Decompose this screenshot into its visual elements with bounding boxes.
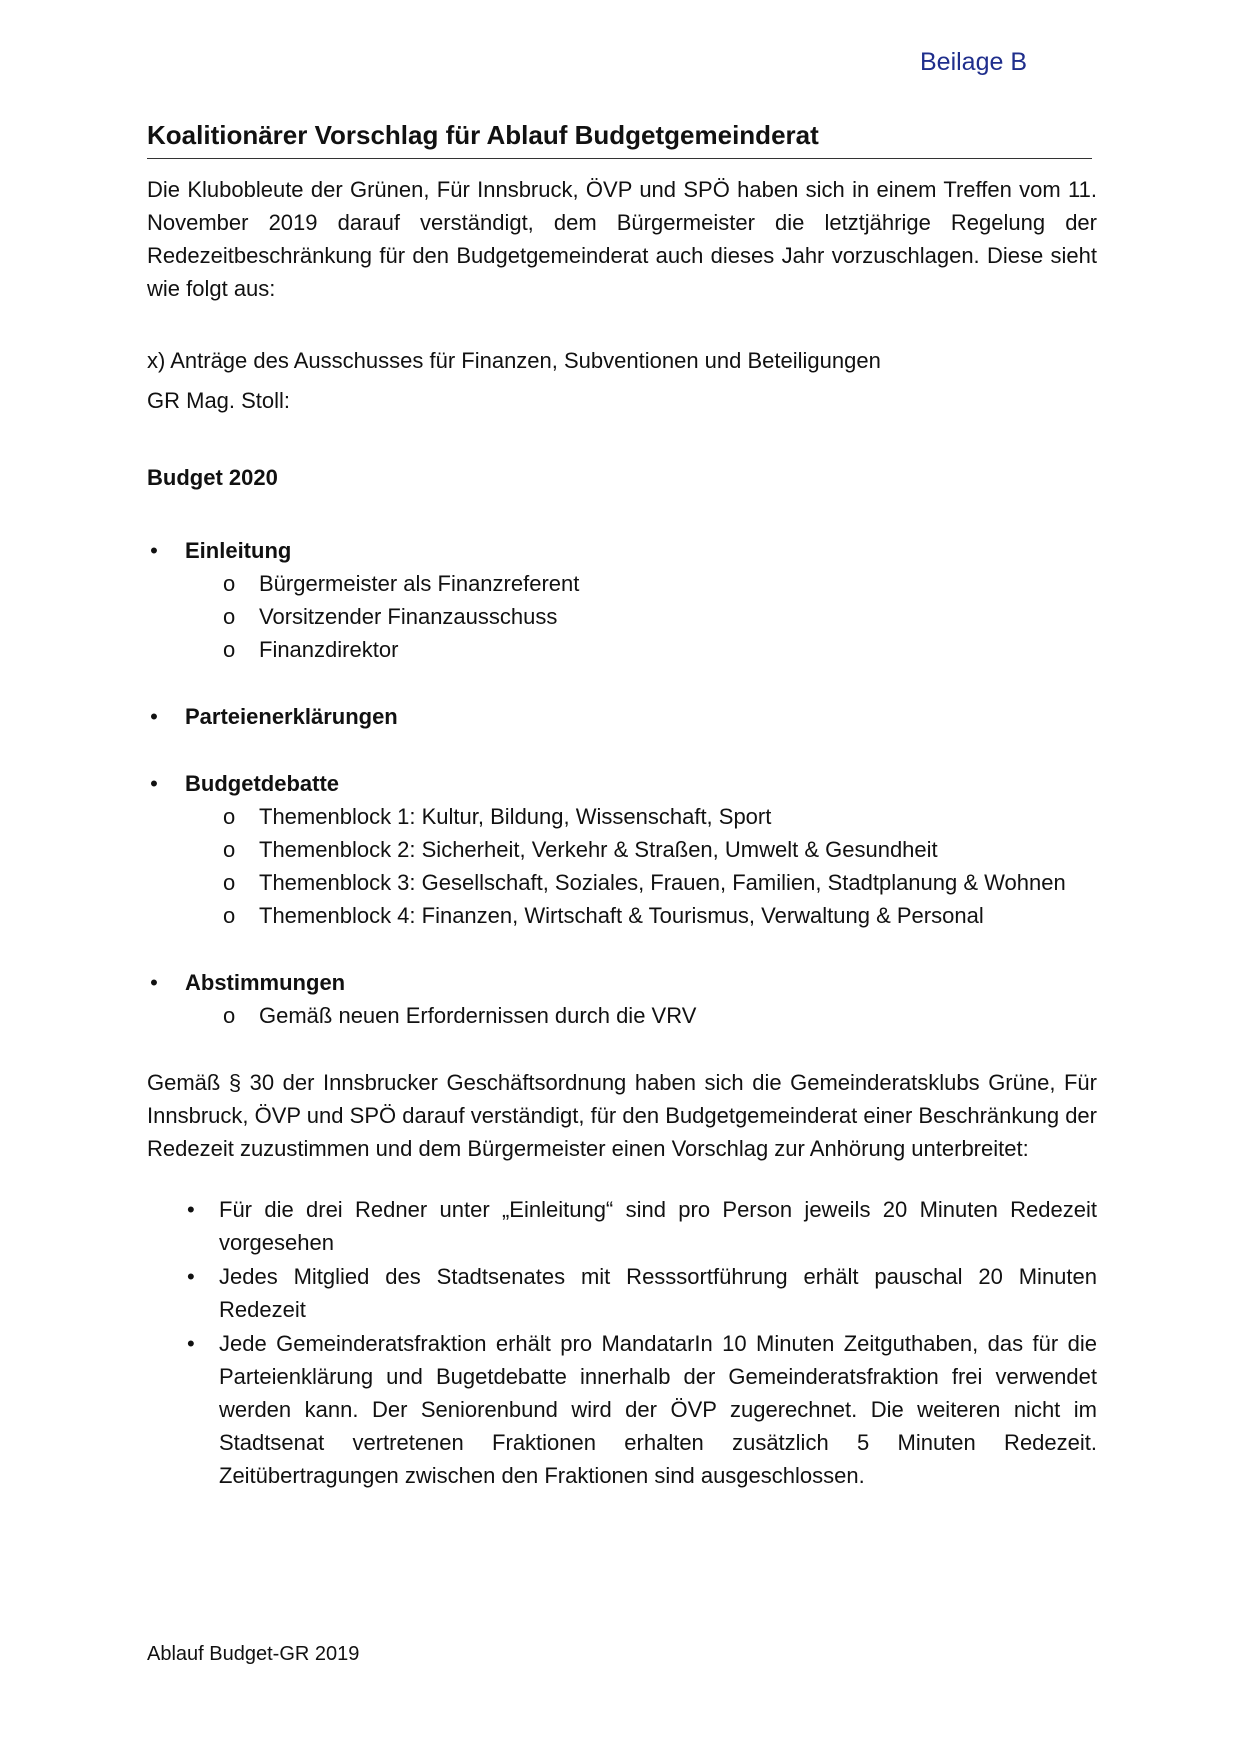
rule-text: Jedes Mitglied des Stadtsenates mit Resssortführung erhält pauschal 20 Minuten Redezeit: [219, 1264, 1097, 1322]
section-items: [185, 800, 1097, 932]
section-label: Parteienerklärungen: [185, 704, 398, 729]
agenda-block: [147, 341, 1097, 421]
sub-bullet-icon: o: [223, 571, 236, 596]
section-items: [185, 567, 1097, 666]
section-label: Einleitung: [185, 538, 292, 563]
section-label: Budgetdebatte: [185, 771, 339, 796]
bullet-icon: •: [150, 704, 158, 729]
document-body: [147, 118, 1097, 1493]
rule-item: [187, 1193, 1097, 1259]
agenda-item: x) Anträge des Ausschusses für Finanzen, Subventionen und Beteiligungen: [147, 348, 881, 373]
bullet-icon: •: [187, 1197, 195, 1222]
list-item-text: Themenblock 1: Kultur, Bildung, Wissenschaft, Sport: [259, 804, 772, 829]
list-item: [223, 999, 1097, 1032]
list-item: [223, 866, 1097, 899]
list-item-text: Themenblock 3: Gesellschaft, Soziales, Frauen, Familien, Stadtplanung & Wohnen: [259, 870, 1066, 895]
sub-bullet-icon: o: [223, 870, 236, 895]
sub-bullet-icon: o: [223, 837, 236, 862]
section-items: [185, 999, 1097, 1032]
list-item: [223, 633, 1097, 666]
list-item-text: Gemäß neuen Erfordernissen durch die VRV: [259, 1003, 697, 1028]
list-item-text: Themenblock 2: Sicherheit, Verkehr & Straßen, Umwelt & Gesundheit: [259, 837, 938, 862]
list-item-text: Bürgermeister als Finanzreferent: [259, 571, 580, 596]
bullet-icon: •: [150, 771, 158, 796]
sub-bullet-icon: o: [223, 637, 236, 662]
section-label: Abstimmungen: [185, 970, 346, 995]
rule-text: Für die drei Redner unter „Einleitung“ sind pro Person jeweils 20 Minuten Redezeit vorgesehen: [219, 1197, 1097, 1255]
list-item: [223, 899, 1097, 932]
rule-item: [187, 1260, 1097, 1326]
bullet-icon: •: [150, 970, 158, 995]
list-item: [223, 800, 1097, 833]
list-item: [223, 567, 1097, 600]
section-abstimmungen: [147, 966, 1097, 1032]
budget-heading: Budget 2020: [147, 465, 278, 490]
agenda-sections: [147, 534, 1097, 1032]
section-budgetdebatte: [147, 767, 1097, 932]
intro-paragraph: Die Klubobleute der Grünen, Für Innsbruck, ÖVP und SPÖ haben sich in einem Treffen vom 11. November 2019 darauf verständigt, dem Bürgermeister die letztjährige Regelung der Redezeitbeschränkung für den Budgetgemeinderat auch dieses Jahr vorzuschlagen. Diese sieht wie folgt aus:: [147, 177, 1097, 301]
rule-item: [187, 1327, 1097, 1492]
sub-bullet-icon: o: [223, 804, 236, 829]
list-item: [223, 833, 1097, 866]
rule-paragraph: Gemäß § 30 der Innsbrucker Geschäftsordnung haben sich die Gemeinderatsklubs Grüne, Für Innsbruck, ÖVP und SPÖ darauf verständigt, für den Budgetgemeinderat einer Beschränkung der Redezeit zuzustimmen und dem Bürgermeister einen Vorschlag zur Anhörung unterbreitet:: [147, 1070, 1097, 1161]
section-parteienerklaerungen: [147, 700, 1097, 733]
reporter: GR Mag. Stoll:: [147, 388, 291, 413]
attachment-label: Beilage B: [920, 48, 1028, 76]
section-einleitung: [147, 534, 1097, 666]
list-item-text: Finanzdirektor: [259, 637, 399, 662]
bullet-icon: •: [187, 1264, 195, 1289]
document-title: Koalitionärer Vorschlag für Ablauf Budgetgemeinderat: [147, 118, 1092, 159]
sub-bullet-icon: o: [223, 604, 236, 629]
list-item: [223, 600, 1097, 633]
bullet-icon: •: [187, 1331, 195, 1356]
bullet-icon: •: [150, 538, 158, 563]
page-footer: Ablauf Budget-GR 2019: [147, 1643, 360, 1665]
rule-text: Jede Gemeinderatsfraktion erhält pro MandatarIn 10 Minuten Zeitguthaben, das für die Parteienklärung und Bugetdebatte innerhalb der Gemeinderatsfraktion frei verwendet werden kann. Der Seniorenbund wird der ÖVP zugerechnet. Die weiteren nicht im Stadtsenat vertretenen Fraktionen erhalten zusätzlich 5 Minuten Redezeit. Zeitübertragungen zwischen den Fraktionen sind ausgeschlossen.: [219, 1331, 1097, 1488]
sub-bullet-icon: o: [223, 903, 236, 928]
list-item-text: Themenblock 4: Finanzen, Wirtschaft & Tourismus, Verwaltung & Personal: [259, 903, 984, 928]
rules-list: [147, 1193, 1097, 1492]
sub-bullet-icon: o: [223, 1003, 236, 1028]
list-item-text: Vorsitzender Finanzausschuss: [259, 604, 558, 629]
